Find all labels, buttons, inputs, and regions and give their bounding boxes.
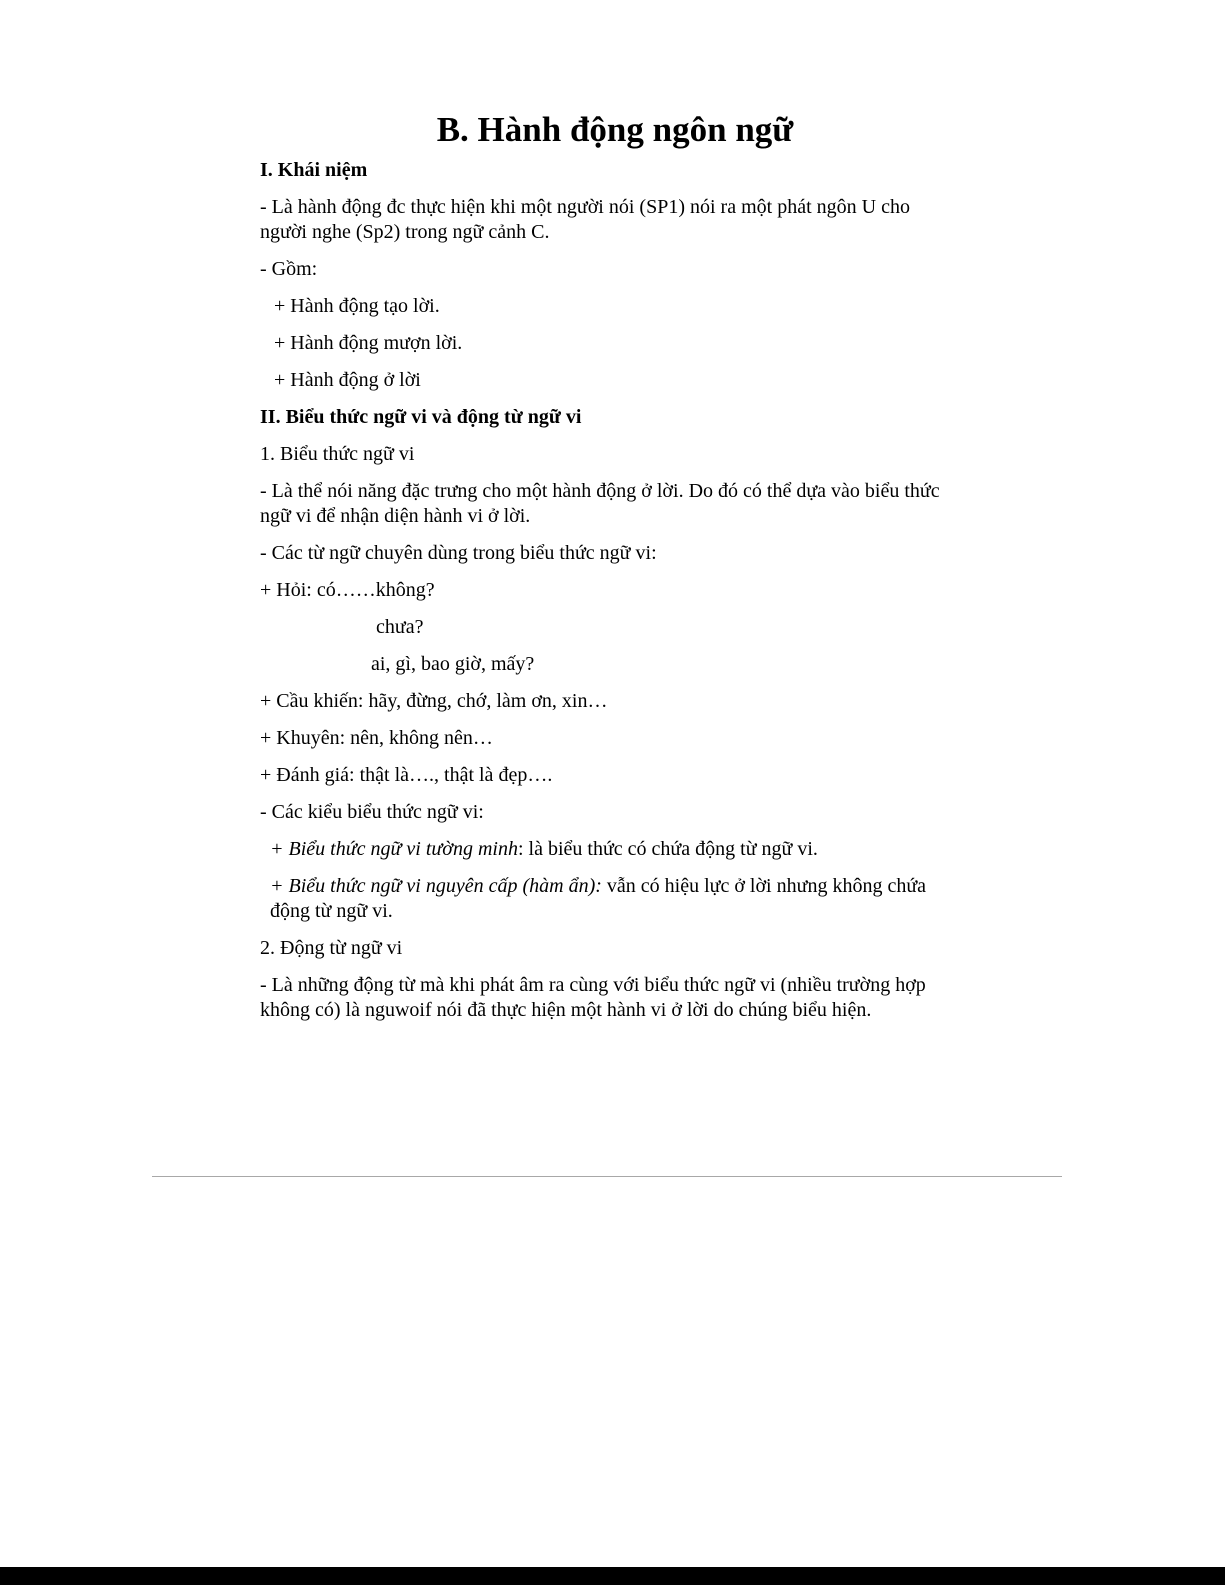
subsection-2-title: 2. Động từ ngữ vi bbox=[260, 937, 403, 959]
type-term: + Biểu thức ngữ vi nguyên cấp (hàm ẩn): bbox=[270, 875, 602, 897]
advise-item: + Khuyên: nên, không nên… bbox=[260, 727, 493, 749]
section-1-includes-label: - Gồm: bbox=[260, 258, 318, 280]
words-label: - Các từ ngữ chuyên dùng trong biểu thức ngữ vi: bbox=[260, 542, 657, 564]
type-term: + Biểu thức ngữ vi tường minh bbox=[270, 838, 518, 860]
document-body bbox=[260, 108, 960, 1035]
evaluate-item: + Đánh giá: thật là…., thật là đẹp…. bbox=[260, 764, 553, 786]
type-item-explicit bbox=[260, 837, 960, 862]
type-description: vẫn có hiệu lực ở lời nhưng không chứa động từ ngữ vi. bbox=[270, 875, 927, 922]
section-1-definition: - Là hành động đc thực hiện khi một người nói (SP1) nói ra một phát ngôn U cho người nghe (Sp2) trong ngữ cảnh C. bbox=[260, 196, 910, 243]
ask-item: + Hỏi: có……không? bbox=[260, 579, 435, 601]
type-description: : là biểu thức có chứa động từ ngữ vi. bbox=[517, 838, 818, 860]
bottom-edge-bar bbox=[0, 1567, 1225, 1585]
subsection-1-title: 1. Biểu thức ngữ vi bbox=[260, 443, 415, 465]
page-divider bbox=[152, 1176, 1062, 1177]
ask-continuation: chưa? bbox=[376, 616, 424, 638]
subsection-1-definition: - Là thể nói năng đặc trưng cho một hành động ở lời. Do đó có thể dựa vào biểu thức ngữ vi để nhận diện hành vi ở lời. bbox=[260, 480, 940, 527]
request-item: + Cầu khiến: hãy, đừng, chớ, làm ơn, xin… bbox=[260, 690, 608, 712]
section-1-item: + Hành động ở lời bbox=[274, 369, 421, 391]
section-1-item: + Hành động mượn lời. bbox=[274, 332, 463, 354]
section-2-heading: II. Biểu thức ngữ vi và động từ ngữ vi bbox=[260, 406, 582, 428]
types-label: - Các kiểu biểu thức ngữ vi: bbox=[260, 801, 484, 823]
document-title: B. Hành động ngôn ngữ bbox=[436, 110, 794, 149]
section-1-item: + Hành động tạo lời. bbox=[274, 295, 440, 317]
type-item-primary bbox=[260, 874, 960, 924]
ask-continuation: ai, gì, bao giờ, mấy? bbox=[371, 653, 535, 675]
section-1-heading: I. Khái niệm bbox=[260, 159, 368, 181]
subsection-2-definition: - Là những động từ mà khi phát âm ra cùng với biểu thức ngữ vi (nhiều trường hợp không có) là nguwoif nói đã thực hiện một hành vi ở lời do chúng biểu hiện. bbox=[260, 974, 926, 1021]
